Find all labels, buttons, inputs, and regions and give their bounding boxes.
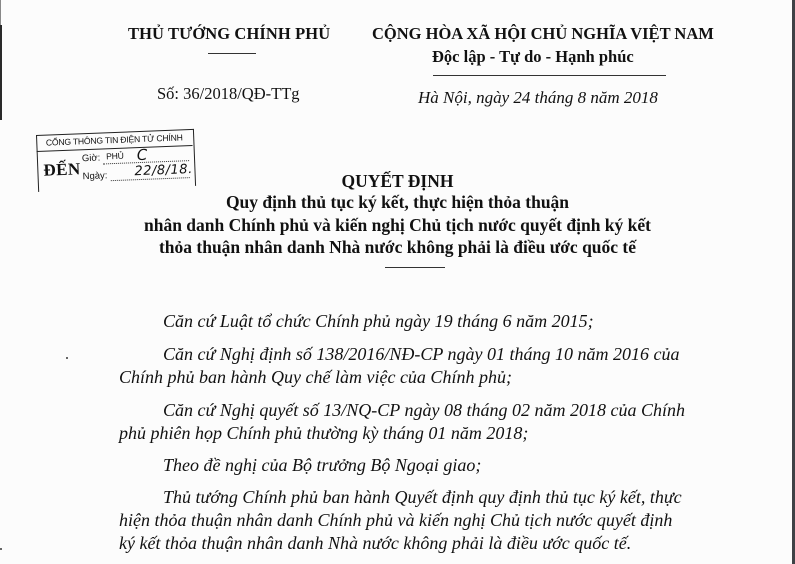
scan-edge-left	[0, 25, 2, 120]
national-motto: Độc lập - Tự do - Hạnh phúc	[432, 47, 634, 66]
place-and-date: Hà Nội, ngày 24 tháng 8 năm 2018	[418, 88, 658, 107]
preamble-issuance-line-3: ký kết thỏa thuận nhân danh Nhà nước không phải là điều ước quốc tế.	[119, 533, 632, 553]
preamble-issuance-line-2: hiện thỏa thuận nhân danh Chính phủ và kiến nghị Chủ tịch nước quyết định	[119, 510, 673, 530]
stamp-ngay-label: Ngày:	[82, 170, 108, 183]
scan-speck	[66, 357, 68, 359]
subtitle-line-1: Quy định thủ tục ký kết, thực hiện thỏa thuận	[225, 192, 570, 212]
stamp-header: CỔNG THÔNG TIN ĐIỆN TỬ CHÍNH PHỦ	[36, 129, 193, 152]
title-underline	[385, 267, 445, 268]
subtitle-line-3: thỏa thuận nhân danh Nhà nước không phải là điều ước quốc tế	[158, 237, 637, 257]
stamp-gio-label: Giờ:	[81, 152, 101, 165]
nation-name: CỘNG HÒA XÃ HỘI CHỦ NGHĨA VIỆT NAM	[372, 24, 714, 43]
stamp-handwritten-time: C	[136, 145, 148, 165]
scan-speck	[0, 548, 2, 550]
preamble-resolution-line-2: phủ phiên họp Chính phủ thường kỳ tháng 01 năm 2018;	[119, 423, 529, 443]
preamble-decree-line-1: Căn cứ Nghị định số 138/2016/NĐ-CP ngày 01 tháng 10 năm 2016 của	[163, 344, 680, 364]
stamp-den-label: ĐẾN	[42, 159, 82, 180]
document-heading: QUYẾT ĐỊNH	[341, 171, 454, 191]
scan-edge-left-top	[0, 0, 1, 25]
stamp-handwritten-date: 22/8/18.	[134, 162, 193, 180]
issuer-underline	[208, 53, 256, 54]
preamble-resolution-line-1: Căn cứ Nghị quyết số 13/NQ-CP ngày 08 tháng 02 năm 2018 của Chính	[163, 400, 685, 420]
subtitle-line-2: nhân danh Chính phủ và kiến nghị Chủ tịch nước quyết định ký kết	[143, 215, 651, 235]
preamble-proposal: Theo đề nghị của Bộ trưởng Bộ Ngoại giao;	[163, 455, 482, 475]
document-number: Số: 36/2018/QĐ-TTg	[157, 84, 300, 103]
preamble-decree-line-2: Chính phủ ban hành Quy chế làm việc của Chính phủ;	[119, 367, 512, 387]
preamble-issuance-line-1: Thủ tướng Chính phủ ban hành Quyết định quy định thủ tục ký kết, thực	[163, 487, 682, 507]
preamble-law-basis: Căn cứ Luật tổ chức Chính phủ ngày 19 tháng 6 năm 2015;	[163, 311, 594, 331]
motto-underline	[433, 75, 666, 76]
issuer-name: THỦ TƯỚNG CHÍNH PHỦ	[128, 24, 331, 43]
